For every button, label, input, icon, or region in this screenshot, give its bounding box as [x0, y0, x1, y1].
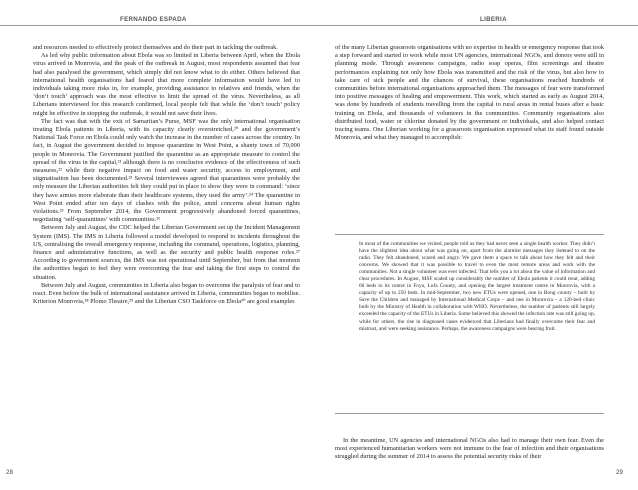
paragraph: and resources needed to effectively protect themselves and do their part in tackling the outbreak.	[33, 44, 278, 51]
paragraph: Between July and August, the CDC helped the Liberian Government set up the Incident Management System (IMS). The IMS in Liberia followed a model developed to respond to incidents throughout the US, centralising the overall emergency response, including the command, operations, logistics, planning, finance and administrative functions, as well as the security and public health response roles.²⁷ According to government sources, the IMS was not operational until September, but from that moment the authorities began to feel they were overcoming the fear and taking the first steps to control the situation.	[33, 224, 300, 281]
block-quote: In most of the communities we visited, people told us they had never seen a single health worker. They didn’t have the slightest idea about what was going on, apart from the alarmist messages they listened to on the radio. They felt abandoned, scared and angry. We gave them a space to talk about how they felt and their concerns. We showed that it was possible to travel to even the most remote areas and work with the communities. Not a single volunteer was ever infected. That tells you a lot about the value of information and clear procedures. In August, MSF scaled up considerably the number of Ebola patients it could treat, adding 60 beds to its centre in Foya, Lofa County, and opening the largest treatment centre in Monrovia, with a capacity of up to 250 beds. In mid-September, two new ETUs were opened, one in Bong county – built by Save the Children and managed by International Medical Corps – and one in Monrovia – a 120-bed clinic built by the Ministry of Health in collaboration with WHO. Nevertheless, the number of patients still largely exceeded the capacity of the ETUs in Liberia. Some believed this showed the infection rate was still going up, while for others, the rise in diagnosed cases evidenced that Liberians had finally overcome their fear and mistrust, and were seeking assistance. Perhaps, the awareness campaigns were bearing fruit.	[359, 241, 595, 332]
header-rule	[0, 25, 319, 26]
page-number: 28	[6, 469, 14, 476]
paragraph: of the many Liberian grassroots organisations with no expertise in health or emergency response that took a step forward and started to work while most UN agencies, international NGOs, and donors were still in planning mode. Through awareness campaigns, radio soap operas, film screenings and theatre performances explaining not only how Ebola was transmitted and the risk of the virus, but also how to take care of sick people and the chances of survival, these organisations reached hundreds of communities before international organisations approached them. The messages of fear were transformed into positive messages of healing and empowerment. This work, which started as early as August 2014, was done by hundreds of students travelling from the capital to rural areas in rental buses after a basic training on Ebola, and thousands of volunteers in the communities. Community organisations also distributed food, water or chlorine donated by the government or individuals, and also helped contact tracing teams. One Liberian working for a grassroots organisation expressed what its staff found outside Monrovia, and what they managed to accomplish:	[335, 44, 604, 142]
paragraph: As led why public information about Ebola was so limited in Liberia between April, when the Ebola virus arrived in Monrovia, and the peak of the outbreak in August, most respondents assumed that fear had also paralysed the government, which simply did not know what to do either. Others believed that international health organisations had feared that more complete information would have led to individuals taking more risks in, for example, providing assistance to relatives and friends, when the ‘don’t touch’ approach was the most effective to limit the spread of the virus. Nevertheless, as all Liberians interviewed for this research confirmed, local people felt that while the ‘don’t touch’ policy might be effective in stopping the outbreak, it would not save their lives.	[33, 52, 300, 117]
page-number: 29	[616, 469, 624, 476]
running-head-chapter: LIBERIA	[480, 16, 507, 23]
paragraph: Between July and August, communities in Liberia also began to overcome the paralysis of fear and to react. Even before the bulk of international assistance arrived in Liberia, communities began to mobilise. Kriterion Monrovia,²⁸ Plomo Theatre,²⁹ and the Liberian CSO Taskforce on Ebola³⁰ are good examples	[33, 281, 300, 306]
running-head-author: FERNANDO ESPADA	[120, 16, 187, 23]
header-rule	[319, 25, 638, 26]
right-body-text-lower	[335, 437, 604, 462]
right-body-text	[335, 44, 604, 142]
paragraph: The fact was that with the exit of Samaritan’s Purse, MSF was the only international organisation treating Ebola patients in Liberia, with its capacity clearly overstretched,²⁰ and the government’s National Task Force on Ebola could only watch the increase in the number of cases across the country. In fact, in August the government decided to impose quarantine in West Point, a shanty town of 70,000 people in Monrovia. The Government justified the quarantine as an appropriate measure to control the spread of the virus in the capital,²¹ although there is no conclusive evidence of the effectiveness of such measures,²² while their negative impact on food and water security, access to employment, and stigmatisation has been documented.²³ Several interviewees agreed that quarantines were probably the only measure the Liberian authorities felt they could put in place to show they were in command: ‘since they have armies more elaborate than their healthcare systems, they used the army’.²⁴ The quarantine in West Point ended after ten days of clashes with the police, amid concerns about human rights violations.²⁵ From September 2014, the Government progressively abandoned forced quarantines, negotiating ‘self-quarantines’ with communities.²⁶	[33, 117, 300, 224]
left-body-text	[33, 44, 300, 464]
paragraph: In the meantime, UN agencies and international NGOs also had to manage their own fear. Even the most experienced humanitarian workers were not immune to the fear of infection and their organisations struggled during the summer of 2014 to assess the potential security risks of their	[335, 437, 604, 461]
right-page	[319, 0, 638, 490]
